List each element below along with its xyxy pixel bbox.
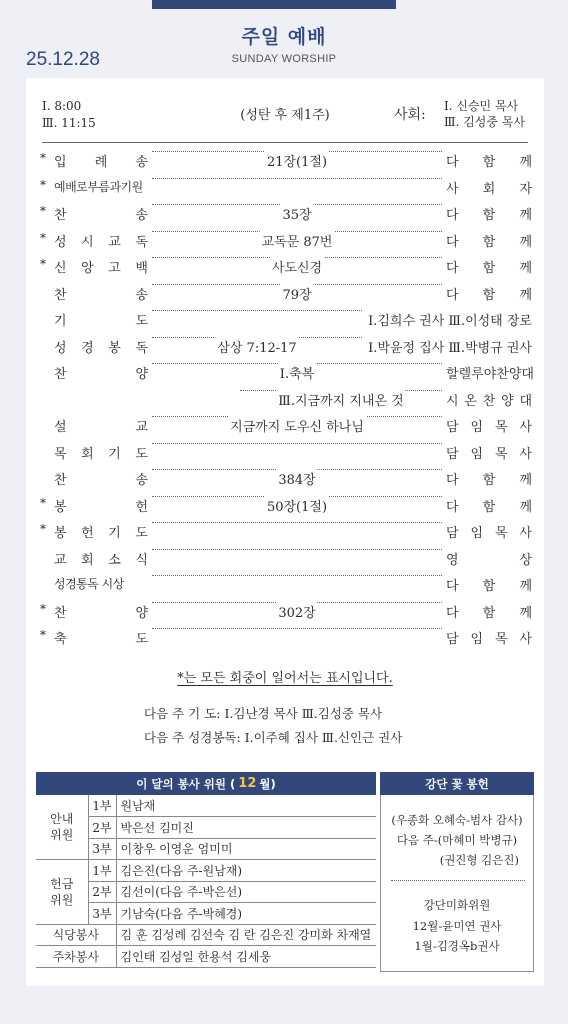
standing-marker: * bbox=[40, 601, 46, 616]
order-person bbox=[446, 178, 532, 197]
order-content: 50장(1절) bbox=[265, 496, 329, 515]
char: 도 bbox=[135, 446, 148, 462]
char: 사 bbox=[519, 446, 532, 462]
char: 임 bbox=[470, 632, 484, 647]
char: 회 bbox=[81, 446, 94, 462]
char: 목 bbox=[494, 446, 508, 462]
char: 찬 bbox=[54, 605, 67, 621]
char: 루 bbox=[471, 367, 484, 382]
char: 께 bbox=[519, 208, 532, 223]
standing-marker: * bbox=[40, 230, 46, 245]
hosts bbox=[444, 98, 525, 130]
char: 봉 bbox=[108, 340, 121, 356]
char: 양 bbox=[135, 367, 148, 382]
char: 다 bbox=[446, 579, 459, 594]
char: 함 bbox=[482, 473, 496, 488]
char: 사 bbox=[519, 632, 532, 647]
names-cell: 박은선 김미진 bbox=[116, 817, 376, 839]
table-row bbox=[36, 924, 376, 946]
order-person bbox=[446, 390, 532, 409]
volunteers-title-post: 월) bbox=[259, 776, 276, 791]
leader-dots bbox=[152, 549, 442, 551]
order-person bbox=[446, 575, 532, 594]
char: 담 bbox=[446, 632, 459, 647]
page-title: 주일 예배 bbox=[241, 26, 327, 48]
char: 례 bbox=[94, 155, 108, 170]
names-cell: 이창우 이영운 엄미미 bbox=[116, 838, 376, 860]
order-person bbox=[446, 416, 532, 435]
volunteers-title-pre: 이 달의 봉사 위원 ( bbox=[136, 776, 236, 791]
char: 도 bbox=[135, 632, 148, 647]
order-row bbox=[40, 305, 532, 332]
order-content: 21장(1절) bbox=[265, 151, 329, 170]
flowers-divider bbox=[391, 880, 525, 881]
service-date: 25.12.28 bbox=[26, 49, 100, 70]
order-item bbox=[54, 602, 148, 621]
order-item bbox=[54, 151, 148, 170]
char: 께 bbox=[519, 473, 532, 488]
order-content: 35장 bbox=[280, 204, 313, 223]
char: 온 bbox=[464, 393, 477, 409]
leader-dots bbox=[152, 628, 442, 630]
char: 양 bbox=[508, 367, 522, 382]
standing-marker: * bbox=[40, 495, 46, 510]
char: 찬 bbox=[54, 367, 67, 382]
top-accent-bar bbox=[152, 0, 396, 9]
order-row bbox=[40, 570, 532, 597]
ushers-label: 안내 위원 bbox=[36, 795, 88, 860]
order-row bbox=[40, 544, 532, 571]
part-cell: 3부 bbox=[88, 903, 116, 925]
names-cell: 김선이(다음 주-박은선) bbox=[116, 881, 376, 903]
char: 다 bbox=[446, 473, 459, 488]
volunteers-panel bbox=[36, 772, 376, 972]
char: 담 bbox=[446, 420, 459, 435]
order-row bbox=[40, 332, 532, 359]
char: 봉 bbox=[54, 526, 67, 541]
char: 께 bbox=[519, 234, 532, 250]
char: 대 bbox=[521, 367, 534, 382]
kitchen-label: 식당봉사 bbox=[36, 924, 116, 946]
part-cell: 3부 bbox=[88, 838, 116, 860]
order-item bbox=[54, 337, 148, 356]
char: 담 bbox=[446, 446, 459, 462]
char: 함 bbox=[482, 605, 496, 621]
char: 함 bbox=[482, 287, 496, 303]
order-content: Ⅲ.지금까지 지내온 것 bbox=[276, 390, 405, 409]
table-row bbox=[36, 946, 376, 968]
order-person bbox=[446, 231, 532, 250]
order-content: 삼상 7:12-17 bbox=[215, 337, 298, 356]
table-row bbox=[36, 860, 376, 882]
liturgical-week: (성탄 후 제1주) bbox=[240, 108, 330, 123]
order-row bbox=[40, 597, 532, 624]
part-cell: 1부 bbox=[88, 860, 116, 882]
order-content: 79장 bbox=[280, 284, 313, 303]
names-cell: 김은진(다음 주-원남재) bbox=[116, 860, 376, 882]
committee-title: 강단미화위원 bbox=[423, 898, 491, 912]
order-person bbox=[446, 151, 532, 170]
order-row bbox=[40, 146, 532, 173]
char: 목 bbox=[54, 446, 67, 462]
char: 임 bbox=[470, 446, 484, 462]
char: 께 bbox=[519, 579, 532, 594]
flowers-header: 강단 꽃 봉헌 bbox=[380, 772, 534, 795]
order-item bbox=[54, 231, 148, 250]
kitchen-names: 김 훈 김성례 김선숙 김 란 김은진 강미화 차재열 bbox=[116, 924, 376, 946]
char: 다 bbox=[446, 155, 459, 170]
char: 양 bbox=[135, 605, 148, 621]
order-content: 384장 bbox=[276, 469, 317, 488]
host-1: Ⅰ. 신승민 목사 bbox=[444, 99, 519, 113]
order-item bbox=[54, 522, 148, 541]
order-item bbox=[54, 443, 148, 462]
char: 자 bbox=[519, 181, 532, 197]
char: 함 bbox=[482, 499, 496, 515]
parking-label: 주차봉사 bbox=[36, 946, 116, 968]
char: 다 bbox=[446, 208, 459, 223]
char: 송 bbox=[135, 473, 148, 488]
char: 야 bbox=[483, 367, 497, 382]
char: 담 bbox=[446, 526, 459, 541]
char: 독 bbox=[135, 234, 148, 250]
char: 임 bbox=[470, 420, 484, 435]
names-cell: 원남재 bbox=[116, 795, 376, 817]
standing-marker: * bbox=[40, 177, 46, 192]
order-row bbox=[40, 279, 532, 306]
char: 설 bbox=[54, 420, 67, 435]
char: 시 bbox=[446, 393, 459, 409]
table-row bbox=[36, 795, 376, 817]
standing-marker: * bbox=[40, 204, 46, 218]
part-cell: 2부 bbox=[88, 817, 116, 839]
next-week-prayer: 다음 주 기 도: Ⅰ.김난경 목사 Ⅲ.김성중 목사 bbox=[144, 706, 383, 721]
char: 고 bbox=[108, 261, 121, 276]
order-person bbox=[446, 522, 532, 541]
char: 함 bbox=[482, 234, 496, 250]
char: 회 bbox=[81, 552, 94, 568]
standing-marker: * bbox=[40, 628, 46, 642]
char: 목 bbox=[494, 632, 508, 647]
host-label: 사회: bbox=[394, 107, 426, 123]
char: 할 bbox=[446, 367, 459, 382]
char: 백 bbox=[135, 261, 148, 276]
char: 함 bbox=[482, 155, 496, 170]
committee-january: 1월-김경옥b권사 bbox=[414, 939, 500, 953]
char: 기 bbox=[108, 446, 121, 462]
order-row bbox=[40, 438, 532, 465]
char: 함 bbox=[482, 261, 496, 276]
char: 소 bbox=[108, 552, 121, 568]
order-row bbox=[40, 173, 532, 200]
char: 교 bbox=[108, 234, 121, 250]
char: 찬 bbox=[54, 208, 67, 223]
char: 송 bbox=[135, 155, 148, 170]
order-row bbox=[40, 385, 532, 412]
order-row bbox=[40, 199, 532, 226]
order-item bbox=[54, 496, 148, 515]
order-person bbox=[446, 204, 532, 223]
order-row bbox=[40, 464, 532, 491]
order-row bbox=[40, 491, 532, 518]
volunteers-header bbox=[36, 772, 376, 795]
order-content: 302장 bbox=[276, 602, 317, 621]
char: 찬 bbox=[482, 393, 496, 409]
order-person: Ⅰ.김희수 권사 Ⅲ.이성태 장로 bbox=[366, 310, 532, 329]
char: 양 bbox=[501, 393, 514, 409]
order-person bbox=[446, 628, 532, 647]
char: 봉 bbox=[54, 499, 67, 515]
order-item bbox=[54, 469, 148, 488]
order-item bbox=[54, 284, 148, 303]
char: 회 bbox=[482, 181, 496, 197]
offering-label: 헌금 위원 bbox=[36, 860, 88, 925]
next-week-reading: 다음 주 성경봉독: Ⅰ.이주혜 집사 Ⅲ.신인근 권사 bbox=[144, 730, 403, 745]
bulletin-card bbox=[26, 78, 544, 986]
char: 께 bbox=[519, 499, 532, 515]
char: 도 bbox=[135, 526, 148, 541]
flowers-next-week: 다음 주-(마혜미 박병규) bbox=[396, 833, 518, 847]
names-cell: 기남숙(다음 주-박혜경) bbox=[116, 903, 376, 925]
order-person bbox=[446, 549, 532, 568]
char: 상 bbox=[519, 552, 532, 568]
order-row bbox=[40, 252, 532, 279]
char: 께 bbox=[519, 155, 532, 170]
standing-marker: * bbox=[40, 151, 46, 165]
char: 다 bbox=[446, 499, 459, 515]
char: 찬 bbox=[54, 287, 67, 303]
char: 찬 bbox=[496, 367, 509, 382]
char: 함 bbox=[482, 208, 496, 223]
char: 사 bbox=[446, 181, 459, 197]
char: 께 bbox=[519, 261, 532, 276]
char: 임 bbox=[470, 526, 484, 541]
order-item bbox=[54, 416, 148, 435]
order-person bbox=[446, 363, 532, 382]
order-row bbox=[40, 411, 532, 438]
char: 성 bbox=[54, 234, 67, 250]
leader-dots bbox=[152, 443, 442, 445]
volunteers-month: 12 bbox=[238, 776, 257, 791]
char: 목 bbox=[494, 526, 508, 541]
char: 께 bbox=[519, 605, 532, 621]
service-time-3: Ⅲ. 11:15 bbox=[42, 116, 96, 130]
char: 경 bbox=[81, 340, 94, 356]
char: 시 bbox=[81, 234, 94, 250]
standing-marker: * bbox=[40, 257, 46, 271]
standing-marker: * bbox=[40, 522, 46, 536]
char: 성 bbox=[54, 340, 67, 356]
flowers-panel bbox=[380, 772, 534, 972]
order-item: 예배로부름과기원 bbox=[54, 179, 143, 194]
order-item bbox=[54, 628, 148, 647]
leader-dots bbox=[152, 575, 442, 577]
char: 함 bbox=[482, 579, 496, 594]
order-content: 사도신경 bbox=[270, 257, 324, 276]
divider-top bbox=[42, 142, 528, 143]
page-subtitle: SUNDAY WORSHIP bbox=[231, 53, 337, 65]
leader-dots bbox=[152, 310, 362, 312]
char: 독 bbox=[135, 340, 148, 356]
order-row bbox=[40, 623, 532, 650]
char: 입 bbox=[54, 155, 67, 170]
char: 축 bbox=[54, 632, 67, 647]
char: 송 bbox=[135, 287, 148, 303]
char: 송 bbox=[135, 208, 148, 223]
order-row bbox=[40, 226, 532, 253]
service-time-1: Ⅰ. 8:00 bbox=[42, 99, 82, 113]
host-3: Ⅲ. 김성중 목사 bbox=[444, 115, 525, 129]
char: 신 bbox=[54, 261, 67, 276]
char: 교 bbox=[54, 552, 67, 568]
char: 렐 bbox=[458, 367, 472, 382]
char: 도 bbox=[135, 314, 148, 329]
order-item bbox=[54, 310, 148, 329]
char: 교 bbox=[135, 420, 148, 435]
order-person: Ⅰ.박윤정 집사 Ⅲ.박병규 권사 bbox=[366, 337, 532, 356]
char: 대 bbox=[519, 393, 532, 409]
char: 사 bbox=[519, 420, 532, 435]
parking-names: 김인태 김성일 한용석 김세웅 bbox=[116, 946, 376, 968]
order-of-worship bbox=[40, 146, 532, 650]
part-cell: 1부 bbox=[88, 795, 116, 817]
flowers-next-week-2: (권진형 김은진) bbox=[439, 853, 519, 867]
order-content: 지금까지 도우신 하나님 bbox=[228, 416, 366, 435]
char: 다 bbox=[446, 234, 459, 250]
order-item bbox=[54, 549, 148, 568]
char: 식 bbox=[135, 552, 148, 568]
char: 헌 bbox=[81, 526, 94, 541]
order-person bbox=[446, 602, 532, 621]
committee-december: 12월-윤미연 권사 bbox=[412, 919, 502, 933]
order-item bbox=[54, 363, 148, 382]
char: 다 bbox=[446, 287, 459, 303]
char: 앙 bbox=[81, 261, 94, 276]
char: 기 bbox=[54, 314, 67, 329]
order-person bbox=[446, 443, 532, 462]
char: 찬 bbox=[54, 473, 67, 488]
order-row bbox=[40, 358, 532, 385]
order-person bbox=[446, 257, 532, 276]
char: 다 bbox=[446, 605, 459, 621]
order-content: Ⅰ.축복 bbox=[278, 363, 316, 382]
flowers-this-week: (우종화 오혜숙-범사 감사) bbox=[391, 813, 523, 827]
order-row bbox=[40, 517, 532, 544]
char: 기 bbox=[108, 526, 121, 541]
order-item bbox=[54, 204, 148, 223]
char: 다 bbox=[446, 261, 459, 276]
order-item bbox=[54, 257, 148, 276]
part-cell: 2부 bbox=[88, 881, 116, 903]
volunteers-table bbox=[36, 795, 376, 968]
standing-note: *는 모든 회중이 일어서는 표시입니다. bbox=[177, 671, 393, 686]
order-person bbox=[446, 469, 532, 488]
leader-dots bbox=[152, 522, 442, 524]
char: 목 bbox=[494, 420, 508, 435]
order-item: 성경통독 시상 bbox=[54, 577, 124, 591]
char: 헌 bbox=[135, 499, 148, 515]
leader-dots bbox=[152, 178, 442, 180]
char: 영 bbox=[446, 552, 459, 568]
char: 사 bbox=[519, 526, 532, 541]
order-person bbox=[446, 496, 532, 515]
char: 께 bbox=[519, 287, 532, 303]
order-content: 교독문 87번 bbox=[260, 231, 335, 250]
order-person bbox=[446, 284, 532, 303]
